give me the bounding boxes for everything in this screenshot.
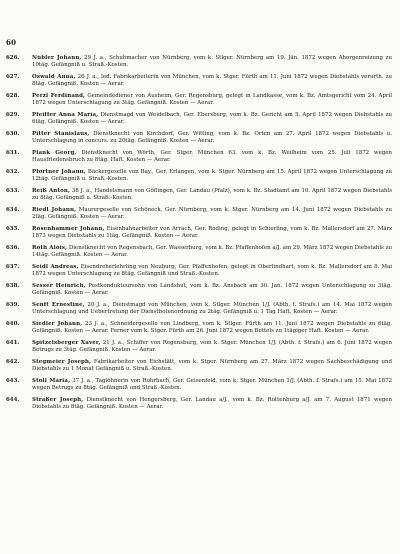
entry-text-block: [32, 283, 392, 297]
entry-text-block: [32, 264, 392, 278]
list-item: [6, 169, 392, 183]
entry-name: Seidl Andreas,: [32, 263, 79, 270]
entry-name: Oswald Anna,: [32, 73, 76, 80]
list-item: [6, 188, 392, 202]
entry-number: 630.: [6, 130, 20, 137]
entry-number: 629.: [6, 111, 20, 118]
list-item: [6, 74, 392, 88]
entry-number: 640.: [6, 320, 20, 327]
entry-text: 21 J. a., Schiffer von Regensburg, vom k. Stger. München 1/J. (Abth. f. Strafs.) am 6. Juni 1872 wegen Betrugs zu 3täg. Gefängniß. Kosten — Aerar.: [32, 339, 392, 353]
entry-text: 20 J. a., Dienstmagd von München, vom k. Stlger. München 1/J. (Abth. f. Strafs.) am 14. Mai 1872 wegen Unterschlagung und Uebertretung der Dienstbotenordnung zu 2täg. Gefängniß u. 1 Tag Haft. Kosten — Aerar.: [32, 301, 392, 315]
entry-text: 23 J. a., Schneidergeselle von Lindberg, vom k. Stlger. Fürth am 11. Juni 1872 wegen Diebstahls zu 6täg. Gefängniß. Kosten — Aerar. Ferner vom k. Stger. Fürth am 26. Juni 1872 wegen Bettels zu 1tägiger Haft. Kosten — Aerar.: [32, 320, 392, 334]
entry-text-block: [32, 207, 392, 221]
entry-text-block: [32, 340, 392, 354]
list-item: [6, 264, 392, 278]
list-item: [6, 55, 392, 69]
entry-text-block: [32, 359, 392, 373]
entry-text-block: [32, 226, 392, 240]
entry-text: Postkondukteursohn von Landshut, vom k. Bz. Ansbach am 30. Jan. 1872 wegen Unterschlagung zu 3täg. Gefängniß. Kosten — Aerar.: [32, 282, 392, 296]
entry-text: Fabrikarbeiter von Eichstätt, vom k. Stger. Nürnberg am 27. März 1872 wegen Sachbeschädigung und Diebstahls zu 1 Monat Gefängniß u. Straß.-Kosten.: [32, 358, 392, 372]
list-item: [6, 378, 392, 392]
entry-number: 641.: [6, 339, 20, 346]
entry-number: 644.: [6, 396, 20, 403]
entry-text-block: [32, 188, 392, 202]
entry-number: 626.: [6, 55, 20, 61]
list-item: [6, 397, 392, 411]
entry-text: Bäckergeselle von Bay., Ger. Erlangen, vom k. Stger. Nürnberg am 15. April 1872 wegen Unterschlagung zu 12täg. Gefängniß u. Straß.-Kosten.: [32, 168, 392, 182]
entry-name: Pförtner Johann,: [32, 168, 86, 175]
entry-number: 637.: [6, 263, 20, 270]
entry-text-block: [32, 150, 392, 164]
entry-text: Dienstknecht von Wörth, Ger. Stger. München 63. vom k. Bz. Weilheim vom 25. Juli 1872 wegen Hausfriedensbruch zu 8täg. Haft. Kosten — Aerar.: [32, 149, 392, 163]
entry-text-block: [32, 93, 392, 107]
entry-name: Reiß Anton,: [32, 187, 70, 194]
page-number: 60: [6, 38, 17, 47]
list-item: [6, 321, 392, 335]
entry-text: 38 J. a., Handelsmann von Göflingen, Ger. Landau (Pfalz), vom k. Bz. Stadtamt am 10. April 1872 wegen Diebstahls zu 8täg. Gefängniß u. Straß.-Kosten.: [32, 187, 392, 201]
entry-name: Nübler Johann,: [32, 55, 82, 61]
entry-text-block: [32, 55, 392, 69]
list-item: [6, 283, 392, 297]
entry-text: Maurergeselle von Schöneck, Ger. Nürnberg, vom k. Stger. Nürnberg am 14. Juni 1872 wegen Diebstahls zu 2täg. Gefängniß. Kosten — Aerar.: [32, 206, 392, 220]
entry-text-block: [32, 321, 392, 335]
entry-text-block: [32, 245, 392, 259]
entry-text-block: [32, 302, 392, 316]
entry-text-block: [32, 112, 392, 126]
entry-name: Rosenhammer Johann,: [32, 225, 105, 232]
list-item: [6, 359, 392, 373]
entry-text: Dienstknecht von Hengersberg, Ger. Landau a/J., vom k. Bz. Rottenburg a/J. am 7. August 1871 wegen Diebstahls zu 8täg. Gefängniß. Kosten — Aerar.: [32, 396, 392, 410]
entry-text: 26 J. a., led. Fabrikarbeiterin von München, vom k. Stger. Fürth am 11. Juni 1872 wegen Diebstahls verurth. zu 8täg. Gefängniß. Kosten — Aerar.: [32, 73, 392, 88]
entry-number: 639.: [6, 301, 20, 308]
entry-name: Senft Ernestine,: [32, 301, 85, 308]
entry-number: 627.: [6, 73, 20, 80]
entry-text-block: [32, 169, 392, 183]
entry-number: 636.: [6, 244, 20, 251]
entry-name: Perzl Ferdinand,: [32, 92, 86, 99]
entry-number: 631.: [6, 149, 20, 156]
entry-number: 635.: [6, 225, 20, 232]
entry-name: Stegmeier Joseph,: [32, 358, 92, 365]
entry-number: 633.: [6, 187, 20, 194]
entry-number: 632.: [6, 168, 20, 175]
list-item: [6, 93, 392, 107]
entry-text-block: [32, 397, 392, 411]
entry-number: 628.: [6, 92, 20, 99]
entry-name: Pitter Stanislaus,: [32, 130, 90, 137]
entry-text: Eisendreherlehrling von Neuburg, Ger. Pfaffenhofen, gelegt in Oberlindhart, vom k. Bz. Mallersdorf am 8. Mai 1872 wegen Unterschlagung zu 8täg. Gefängniß und Straß.-Kosten.: [32, 263, 392, 277]
list-item: [6, 302, 392, 316]
entry-text: 37 J. a., Taglöhnerin von Rohrbach, Ger. Geisenfeld, vom k. Stger. München 1/J. (Abth. f. Strafs.) am 15. Mai 1872 wegen Betrugs zu 8täg. Gefängniß und Straß.-Kosten.: [32, 377, 392, 391]
entry-text: 29 J. a., Schuhmacher von Nürnberg, vom k. Stlger. Nürnberg am 19. Jän. 1872 wegen Ahorgenreizung zu 10täg. Gefängniß u. Straß.-Kosten.: [32, 55, 392, 69]
list-item: [6, 207, 392, 221]
entry-name: Straßer Joseph,: [32, 396, 84, 403]
entry-name: Stoll Maria,: [32, 377, 71, 384]
entry-text: Eisenbahnarbeiter von Arrach, Ger. Roding, gelegt in Schierling, vom k. Bz. Mallersdorf am 27. März 1873 wegen Diebstahls zu 1täg. Gefängniß. Kosten — Aerar.: [32, 225, 392, 239]
entry-text-block: [32, 378, 392, 392]
entry-name: Spitzelsberger Xaver,: [32, 339, 101, 346]
list-item: [6, 112, 392, 126]
list-item: [6, 226, 392, 240]
entry-number: 638.: [6, 282, 20, 289]
entry-name: Plank Georg,: [32, 149, 77, 156]
entry-text: Dienstknecht von Regensbach, Ger. Wasserburg, vom k. Bz. Pfaffenhofen a/J. am 29. März 1872 wegen Diebstahls zu 14täg. Gefängniß. Kosten — Aerar.: [32, 244, 392, 258]
entry-name: Siedler Johann,: [32, 320, 83, 327]
entry-name: Pfeiffer Anna Maria,: [32, 111, 99, 118]
list-item: [6, 150, 392, 164]
entry-name: Sesser Heinrich,: [32, 282, 86, 289]
entry-text-block: [32, 131, 392, 145]
entry-number: 634.: [6, 206, 20, 213]
entry-number: 642.: [6, 358, 20, 365]
entry-text: Dienstknecht von Kirchdorf, Ger. Witting, vom k. Bz. Orten am 27. April 1872 wegen Diebstahls u. Unterschlagung in concurs. zu 20täg. Gefängniß. Kosten — Aerar.: [32, 130, 392, 144]
list-item: [6, 131, 392, 145]
entry-text: Dienstmagd von Weidelbach, Ger. Ebersberg, vom k. Bz. Gericht am 5. April 1872 wegen Diebstahls zu 6täg. Gefängniß. Kosten — Aerar.: [32, 111, 392, 125]
list-item: [6, 340, 392, 354]
entry-text-block: [32, 74, 392, 88]
entry-list: [6, 55, 392, 551]
entry-name: Roth Alois,: [32, 244, 68, 251]
entry-text: Gemeindediener von Ausheim, Ger. Regensburg, gelegt in Landkasse, vom k. Bz. Amtsgericht vom 24. April 1872 wegen Unterschlagung zu 3täg. Gefängniß. Kosten — Aerar.: [32, 92, 392, 107]
list-item: [6, 245, 392, 259]
entry-name: Riedl Johann,: [32, 206, 77, 213]
entry-number: 643.: [6, 377, 20, 384]
